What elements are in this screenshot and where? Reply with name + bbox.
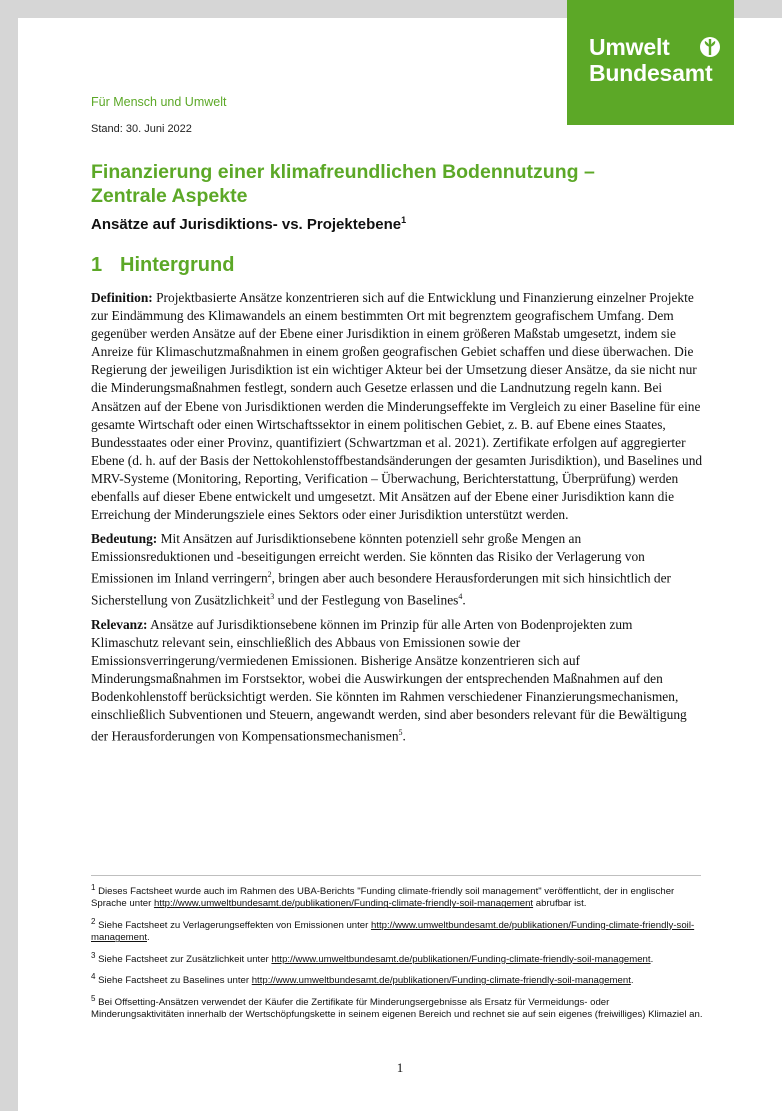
footnote-number: 2 [91, 916, 96, 926]
section-heading [91, 254, 234, 277]
footnote-text-end: . [630, 975, 634, 987]
footnote-link[interactable]: http://www.umweltbundesamt.de/publikationen/Funding-climate-friendly-soil-management [91, 919, 695, 944]
footnote-text: Dieses Factsheet wurde auch im Rahmen des UBA-Berichts "Funding climate-friendly soil management" veröffentlicht, der in englischer Sprache unter [91, 886, 675, 910]
document-title: Finanzierung einer klimafreundlichen Bodennutzung – Zentrale Aspekte [91, 161, 595, 207]
footnote-number: 3 [91, 950, 96, 960]
footnote-ref-5[interactable]: 5 [398, 728, 403, 738]
footnote-link[interactable]: http://www.umweltbundesamt.de/publikationen/Funding-climate-friendly-soil-management [251, 975, 631, 987]
paragraph-definition [91, 289, 703, 524]
footnote-text: Siehe Factsheet zu Verlagerungseffekten von Emissionen unter [95, 919, 371, 931]
footnote-2 [91, 916, 703, 945]
bedeutung-text-4: . [462, 592, 466, 608]
footnote-link[interactable]: http://www.umweltbundesamt.de/publikationen/Funding-climate-friendly-soil-management [153, 898, 534, 910]
footnote-text-end: abrufbar ist. [533, 898, 587, 910]
footnote-ref-3[interactable]: 3 [270, 591, 275, 601]
footnote-number: 5 [91, 993, 96, 1003]
umweltbundesamt-logo [567, 0, 734, 125]
document-subtitle [91, 215, 406, 233]
relevanz-label: Relevanz: [91, 616, 148, 632]
page-number: 1 [396, 1060, 404, 1075]
footnotes [91, 882, 703, 1026]
section-number: 1 [91, 254, 103, 276]
footnote-text: Siehe Factsheet zu Baselines unter [95, 975, 252, 987]
logo-line-2: Bundesamt [589, 60, 713, 86]
relevanz-text-2: . [402, 728, 406, 744]
footnote-ref-1[interactable]: 1 [401, 215, 407, 225]
footnote-4 [91, 971, 703, 987]
bedeutung-text-1: Mit Ansätzen auf Jurisdiktionsebene könnten potenziell sehr große Mengen an Emissionsreduktionen und -beseitigungen erreicht werden. Sie könnten das Risiko der Verlagerung von Emissionen im Inland verringern [91, 531, 645, 586]
footnote-3 [91, 950, 703, 966]
footnote-text: Bei Offsetting-Ansätzen verwendet der Käufer die Zertifikate für Minderungsergebnisse als Ersatz für Vermeidungs- oder Minderungsaktivitäten innerhalb der Wertschöpfungskette in seinem eigenen Bereich und rechnet sie auf sein eigenes (freiwilliges) Klimaziel an. [91, 996, 703, 1021]
definition-label: Definition: [91, 290, 153, 305]
document-page [18, 18, 782, 1111]
footnote-text: Siehe Factsheet zur Zusätzlichkeit unter [95, 953, 272, 965]
section-title: Hintergrund [120, 254, 235, 276]
footnote-number: 4 [91, 972, 96, 982]
subtitle-text: Ansätze auf Jurisdiktions- vs. Projektebene [91, 216, 402, 233]
footnote-separator [91, 875, 701, 876]
relevanz-text-1: Ansätze auf Jurisdiktionsebene können im Prinzip für alle Arten von Bodenprojekten zum Klimaschutz relevant sein, einschließlich des Abbaus von Emissionen sowie der Emissionsverringerung/vermiedenen Emissionen. Bisherige Ansätze konzentrieren sich auf Minderungsmaßnahmen im Forstsektor, wobei die Auswirkungen der entsprechenden Maßnahmen auf den Bodenkohlenstoff berücksichtigt werden. Sie könnten im Rahmen verschiedener Finanzierungsmechanismen, einschließlich Subventionen und Steuern, angewandt werden, sind aber besonders relevant für die Bewältigung der Herausforderungen von Kompensationsmechanismen [91, 616, 687, 744]
bedeutung-text-3: und der Festlegung von Baselines [274, 592, 459, 608]
document-date: Stand: 30. Juni 2022 [91, 123, 192, 135]
footnote-ref-2[interactable]: 2 [267, 570, 272, 580]
footnote-5 [91, 993, 703, 1022]
footnote-text-end: . [147, 932, 150, 944]
tagline: Für Mensch und Umwelt [91, 95, 227, 109]
footnote-ref-4[interactable]: 4 [458, 591, 463, 601]
logo-line-1: Umwelt [589, 34, 670, 60]
footnote-text-end: . [650, 953, 654, 965]
footnote-1 [91, 882, 703, 911]
body-text [91, 289, 703, 752]
paragraph-relevanz [91, 616, 703, 746]
tree-emblem-icon [699, 36, 721, 58]
definition-text: Projektbasierte Ansätze konzentrieren sich auf die Entwicklung und Finanzierung einzelner Projekte zur Eindämmung des Klimawandels an einem bestimmten Ort mit begrenztem geografischem Umfang. Dem gegenüber werden Ansätze auf der Ebene einer Jurisdiktion in einem größeren Maßstab umgesetzt, indem sie Anreize für Klimaschutzmaßnahmen in einem großen geografischen Gebiet schaffen und diese überwachen. Die Regierung der jeweiligen Jurisdiktion ist ein wichtiger Akteur bei der Umsetzung dieser Ansätze, da sie nicht nur die Minderungsmaßnahmen festlegt, sondern auch Gesetze erlassen und die Landnutzung regeln kann. Bei Ansätzen auf der Ebene von Jurisdiktionen werden die Minderungseffekte im Vergleich zu einer Baseline für eine gesamte Wirtschaft oder einen Wirtschaftssektor in einem politischen Gebiet, z. B. auf Ebene eines Staates, Bundesstaates oder einer Provinz, quantifiziert (Schwartzman et al. 2021). Zertifikate erfolgen auf aggregierter Ebene (d. h. auf der Basis der Nettokohlenstoffbestandsänderungen der gesamten Jurisdiktion), und Baselines und MRV-Systeme (Monitoring, Reporting, Verification – Überwachung, Berichterstattung, Überprüfung) werden ebenfalls auf dieser Ebene entwickelt und umgesetzt. Mit Ansätzen auf der Ebene einer Jurisdiktion kann die Erreichung der Minderungsziele eines Sektors oder einer Jurisdiktion unterstützt werden. [91, 290, 703, 523]
footnote-link[interactable]: http://www.umweltbundesamt.de/publikationen/Funding-climate-friendly-soil-management [271, 953, 651, 965]
paragraph-bedeutung [91, 530, 703, 609]
bedeutung-text-2: , bringen aber auch besondere Herausforderungen mit sich hinsichtlich der Sicherstellung von Zusätzlichkeit [91, 570, 672, 608]
footnote-number: 1 [91, 883, 96, 892]
bedeutung-label: Bedeutung: [91, 531, 158, 547]
